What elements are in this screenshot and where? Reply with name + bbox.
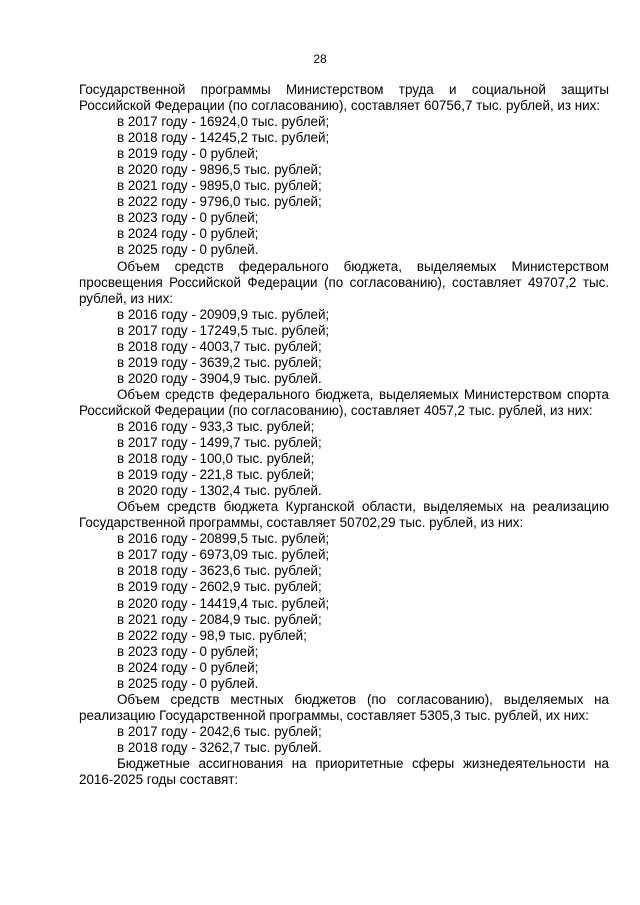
list-item: в 2019 году - 221,8 тыс. рублей; xyxy=(117,467,315,483)
list-item: в 2018 году - 4003,7 тыс. рублей; xyxy=(117,338,322,354)
list-item: в 2017 году - 17249,5 тыс. рублей; xyxy=(117,322,330,338)
document-body xyxy=(79,82,609,788)
list-item: в 2021 году - 2084,9 тыс. рублей; xyxy=(117,611,322,627)
page-number: 28 xyxy=(313,52,327,66)
list-item: в 2020 году - 3904,9 тыс. рублей. xyxy=(117,370,322,386)
list-item: в 2016 году - 20899,5 тыс. рублей; xyxy=(117,531,330,547)
list-item: в 2024 году - 0 рублей; xyxy=(117,226,259,242)
list-item: в 2024 году - 0 рублей; xyxy=(117,659,259,675)
list-item: в 2017 году - 1499,7 тыс. рублей; xyxy=(117,435,322,451)
paragraph: Бюджетные ассигнования на приоритетные сферы жизнедеятельности на 2016-2025 годы составят: xyxy=(79,755,609,788)
list-item: в 2019 году - 0 рублей; xyxy=(117,146,259,162)
list-item: в 2025 году - 0 рублей. xyxy=(117,242,259,258)
paragraph: Объем средств федерального бюджета, выделяемых Министерством просвещения Российской Федерации (по согласованию), составляет 49707,2 тыс. рублей, из них: xyxy=(79,258,609,306)
list-item: в 2020 году - 9896,5 тыс. рублей; xyxy=(117,162,322,178)
paragraph: Объем средств федерального бюджета, выделяемых Министерством спорта Российской Федерации (по согласованию), составляет 4057,2 тыс. рублей, из них: xyxy=(79,386,609,418)
list-item: в 2018 году - 3262,7 тыс. рублей. xyxy=(117,739,322,755)
list-item: в 2018 году - 100,0 тыс. рублей; xyxy=(117,451,315,467)
list-item: в 2017 году - 16924,0 тыс. рублей; xyxy=(117,114,330,130)
list-item: в 2017 году - 2042,6 тыс. рублей; xyxy=(117,723,322,739)
list-item: в 2021 году - 9895,0 тыс. рублей; xyxy=(117,178,322,194)
list-item: в 2017 году - 6973,09 тыс. рублей; xyxy=(117,547,330,563)
list-item: в 2019 году - 2602,9 тыс. рублей; xyxy=(117,579,322,595)
list-item: в 2022 году - 98,9 тыс. рублей; xyxy=(117,627,307,643)
paragraph: Объем средств местных бюджетов (по согласованию), выделяемых на реализацию Государственной программы, составляет 5305,3 тыс. рублей, их них: xyxy=(79,691,609,723)
list-item: в 2016 году - 20909,9 тыс. рублей; xyxy=(117,306,330,322)
list-item: в 2018 году - 14245,2 тыс. рублей; xyxy=(117,130,330,146)
list-item: в 2023 году - 0 рублей; xyxy=(117,643,259,659)
paragraph: Государственной программы Министерством труда и социальной защиты Российской Федерации (по согласованию), составляет 60756,7 тыс. рублей, из них: xyxy=(79,82,609,114)
list-item: в 2022 году - 9796,0 тыс. рублей; xyxy=(117,194,322,210)
list-item: в 2018 году - 3623,6 тыс. рублей; xyxy=(117,563,322,579)
list-item: в 2016 году - 933,3 тыс. рублей; xyxy=(117,418,315,434)
list-item: в 2025 году - 0 рублей. xyxy=(117,675,259,691)
list-item: в 2020 году - 14419,4 тыс. рублей; xyxy=(117,595,330,611)
paragraph: Объем средств бюджета Курганской области, выделяемых на реализацию Государственной программы, составляет 50702,29 тыс. рублей, из них: xyxy=(79,499,609,531)
list-item: в 2019 году - 3639,2 тыс. рублей; xyxy=(117,354,322,370)
list-item: в 2020 году - 1302,4 тыс. рублей. xyxy=(117,483,322,499)
list-item: в 2023 году - 0 рублей; xyxy=(117,210,259,226)
